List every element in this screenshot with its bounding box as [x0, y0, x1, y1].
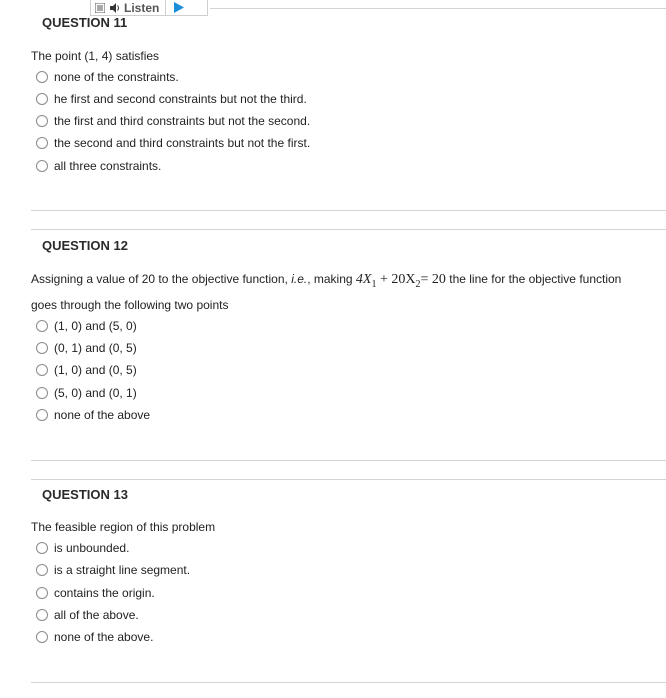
- q11-option-2[interactable]: [36, 91, 307, 107]
- toolbar-divider: [165, 0, 166, 16]
- play-icon[interactable]: [174, 2, 184, 13]
- option-label: all of the above.: [54, 608, 139, 622]
- speaker-icon[interactable]: [109, 2, 121, 14]
- q12-option-3[interactable]: [36, 362, 137, 378]
- radio-button[interactable]: [36, 93, 48, 105]
- option-label: (0, 1) and (0, 5): [54, 341, 137, 355]
- radio-button[interactable]: [36, 564, 48, 576]
- radio-button[interactable]: [36, 320, 48, 332]
- question-12-text: [31, 272, 651, 290]
- radio-button[interactable]: [36, 71, 48, 83]
- q13-option-5[interactable]: [36, 629, 153, 645]
- q12-option-4[interactable]: [36, 385, 137, 401]
- question-13-title: QUESTION 13: [42, 487, 128, 502]
- q12-option-5[interactable]: [36, 407, 150, 423]
- question-divider: [31, 479, 666, 480]
- option-label: (1, 0) and (5, 0): [54, 319, 137, 333]
- radio-button[interactable]: [36, 387, 48, 399]
- q11-option-1[interactable]: [36, 69, 179, 85]
- radio-button[interactable]: [36, 342, 48, 354]
- question-12-title: QUESTION 12: [42, 238, 128, 253]
- option-label: the first and third constraints but not the second.: [54, 114, 311, 128]
- listen-toolbar[interactable]: [90, 0, 208, 16]
- q13-option-1[interactable]: [36, 540, 129, 556]
- question-12-text-ie: i.e.: [291, 272, 308, 286]
- option-label: is a straight line segment.: [54, 563, 191, 577]
- question-divider: [31, 229, 666, 230]
- q12-option-1[interactable]: [36, 318, 137, 334]
- objective-equation: $4X_1 + 20X_2= 20$: [355, 272, 446, 290]
- question-divider: [31, 682, 666, 683]
- radio-button[interactable]: [36, 409, 48, 421]
- option-label: none of the above.: [54, 630, 154, 644]
- q13-option-2[interactable]: [36, 562, 190, 578]
- question-divider: [31, 210, 666, 211]
- radio-button[interactable]: [36, 542, 48, 554]
- radio-button[interactable]: [36, 364, 48, 376]
- option-label: he first and second constraints but not the third.: [54, 92, 307, 106]
- option-label: is unbounded.: [54, 541, 130, 555]
- radio-button[interactable]: [36, 137, 48, 149]
- option-label: contains the origin.: [54, 586, 155, 600]
- radio-button[interactable]: [36, 609, 48, 621]
- radio-button[interactable]: [36, 115, 48, 127]
- option-label: none of the constraints.: [54, 70, 179, 84]
- question-12-text-start: Assigning a value of 20 to the objective function,: [31, 272, 288, 286]
- q12-option-2[interactable]: [36, 340, 137, 356]
- question-divider: [31, 460, 666, 461]
- option-label: (5, 0) and (0, 1): [54, 386, 137, 400]
- question-13-text: The feasible region of this problem: [31, 520, 216, 534]
- q11-option-5[interactable]: [36, 158, 161, 174]
- option-label: none of the above: [54, 408, 151, 422]
- option-label: all three constraints.: [54, 159, 162, 173]
- text-menu-icon[interactable]: [95, 3, 105, 13]
- radio-button[interactable]: [36, 160, 48, 172]
- question-12-text-end: the line for the objective function: [449, 272, 622, 286]
- q13-option-3[interactable]: [36, 585, 155, 601]
- option-label: the second and third constraints but not the first.: [54, 136, 311, 150]
- radio-button[interactable]: [36, 587, 48, 599]
- q11-option-3[interactable]: [36, 113, 310, 129]
- q11-option-4[interactable]: [36, 135, 310, 151]
- question-11-title: QUESTION 11: [42, 15, 128, 30]
- question-12-text-line2: goes through the following two points: [31, 298, 229, 312]
- radio-button[interactable]: [36, 631, 48, 643]
- option-label: (1, 0) and (0, 5): [54, 363, 137, 377]
- question-12-text-making: , making: [307, 272, 353, 286]
- listen-label[interactable]: Listen: [124, 0, 160, 15]
- q13-option-4[interactable]: [36, 607, 139, 623]
- top-divider: [210, 8, 666, 9]
- question-11-text: The point (1, 4) satisfies: [31, 49, 160, 63]
